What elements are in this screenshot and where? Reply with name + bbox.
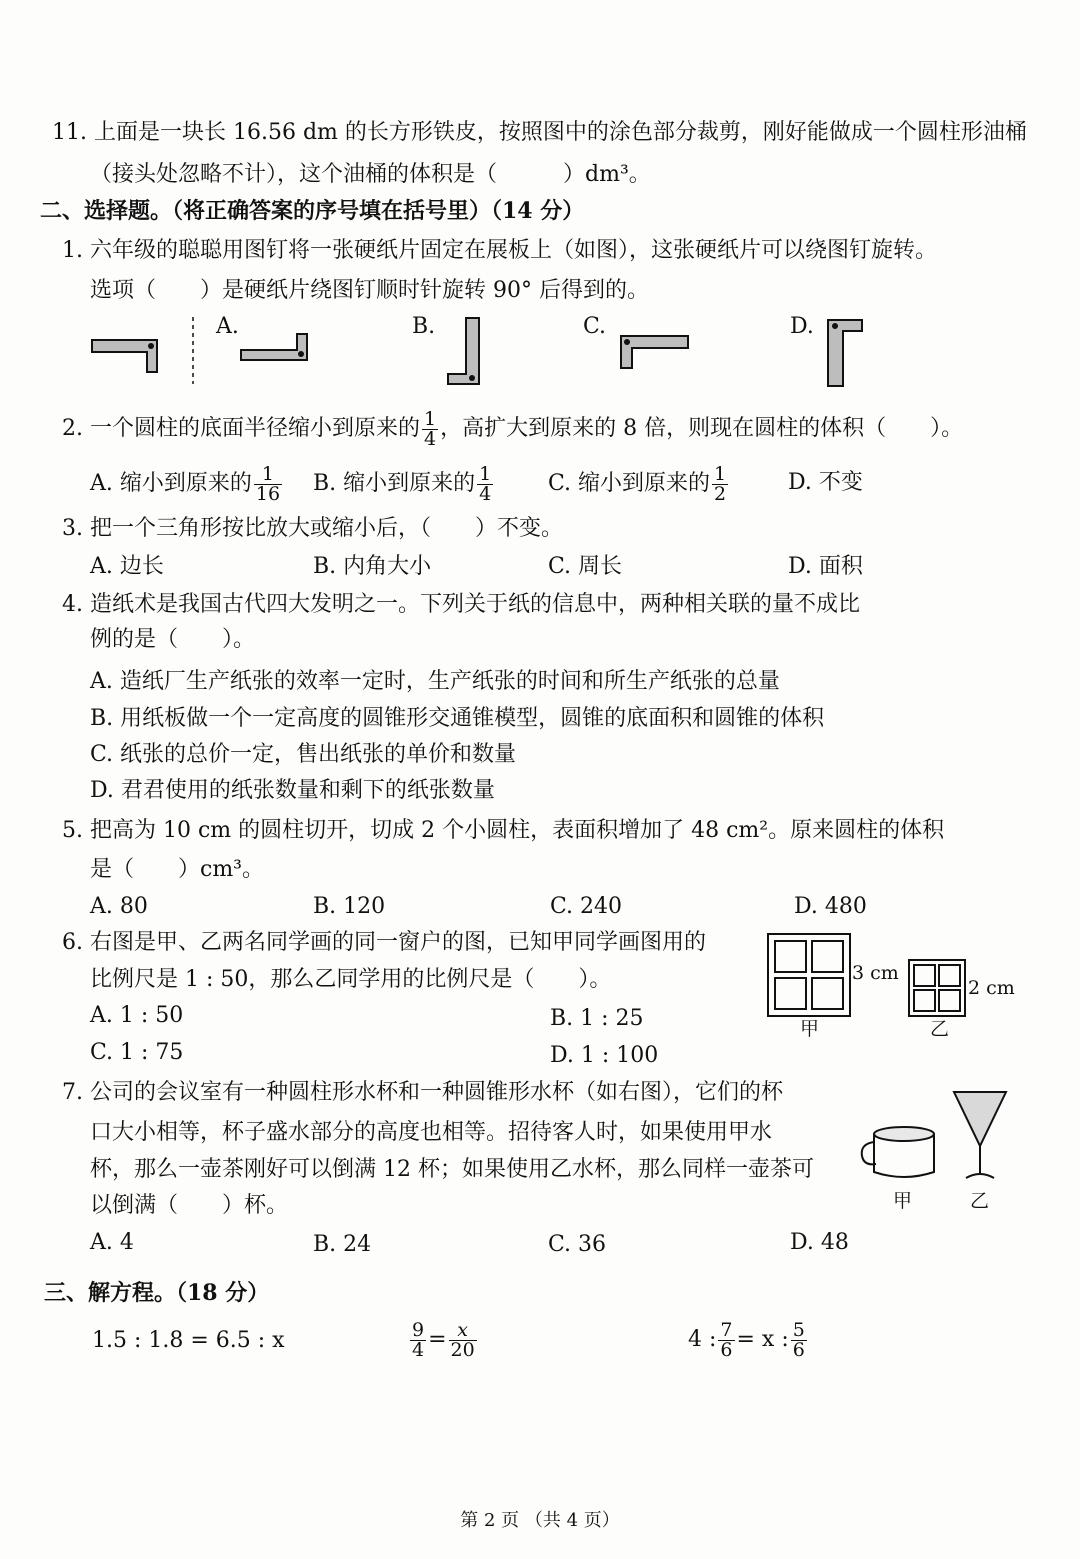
fraction-denominator: 16 bbox=[255, 482, 281, 505]
q6-option-d: D. 1 : 100 bbox=[550, 1043, 659, 1068]
q3-option-b: B. 内角大小 bbox=[313, 554, 432, 579]
q3-option-d: D. 面积 bbox=[788, 554, 863, 579]
q1-line1: 1. 六年级的聪聪用图钉将一张硬纸片固定在展板上（如图），这张硬纸片可以绕图钉旋转。 bbox=[62, 238, 937, 263]
window-jia bbox=[768, 934, 850, 1016]
q5-option-b: B. 120 bbox=[313, 894, 386, 919]
q2-option-b bbox=[313, 462, 495, 506]
q7-option-a: A. 4 bbox=[90, 1230, 134, 1255]
q1-label-b: B. bbox=[412, 314, 436, 339]
card-option-a bbox=[241, 334, 307, 360]
q6-label-jia: 甲 bbox=[800, 1018, 820, 1040]
option-text: B. 缩小到原来的 bbox=[313, 471, 476, 496]
q6-dim-jia: 3 cm bbox=[852, 962, 899, 984]
equation-2 bbox=[408, 1318, 479, 1362]
section3-title: 三、解方程。（18 分） bbox=[44, 1280, 270, 1306]
q6-option-a: A. 1 : 50 bbox=[90, 1003, 184, 1028]
q4-option-a: A. 造纸厂生产纸张的效率一定时，生产纸张的时间和所生产纸张的总量 bbox=[90, 669, 780, 694]
q2-option-a bbox=[90, 462, 284, 506]
q3-option-a: A. 边长 bbox=[90, 554, 164, 579]
card-option-d bbox=[828, 320, 862, 386]
fraction-numerator: 7 bbox=[720, 1318, 733, 1341]
cone-cup-yi bbox=[954, 1092, 1006, 1178]
fraction-denominator: 4 bbox=[479, 482, 492, 505]
q2-stem-fraction bbox=[422, 407, 438, 450]
q5-option-d: D. 480 bbox=[794, 894, 867, 919]
q3-stem: 3. 把一个三角形按比放大或缩小后，（ ）不变。 bbox=[62, 516, 563, 541]
q11-line1: 11. 上面是一块长 16.56 dm 的长方形铁皮，按照图中的涂色部分裁剪，刚好能做成一个圆柱形油桶 bbox=[52, 120, 1027, 145]
fraction-denominator: 6 bbox=[792, 1338, 805, 1361]
card-original bbox=[92, 340, 157, 372]
q2-stem-before: 2. 一个圆柱的底面半径缩小到原来的 bbox=[62, 416, 420, 441]
q6-line2: 比例尺是 1 : 50，那么乙同学用的比例尺是（ ）。 bbox=[90, 967, 612, 992]
q1-figures bbox=[0, 312, 1080, 392]
q7-line4: 以倒满（ ）杯。 bbox=[90, 1193, 289, 1218]
q1-label-a: A. bbox=[216, 314, 239, 339]
q4-option-c: C. 纸张的总价一定，售出纸张的单价和数量 bbox=[90, 742, 517, 767]
page-footer: 第 2 页 （共 4 页） bbox=[460, 1510, 620, 1531]
q6-line1: 6. 右图是甲、乙两名同学画的同一窗户的图，已知甲同学画图用的 bbox=[62, 930, 706, 955]
q7-line2: 口大小相等，杯子盛水部分的高度也相等。招待客人时，如果使用甲水 bbox=[90, 1120, 773, 1145]
q7-label-jia: 甲 bbox=[893, 1190, 913, 1212]
q5-option-a: A. 80 bbox=[90, 894, 148, 919]
equation-3 bbox=[688, 1318, 809, 1362]
option-text: C. 缩小到原来的 bbox=[548, 471, 711, 496]
window-yi bbox=[909, 960, 965, 1016]
fraction-denominator: 2 bbox=[714, 482, 727, 505]
fraction-numerator: 1 bbox=[479, 462, 492, 485]
q7-option-b: B. 24 bbox=[313, 1232, 372, 1257]
q11-line2: （接头处忽略不计），这个油桶的体积是（ ）dm³。 bbox=[90, 162, 651, 187]
q2-stem bbox=[62, 407, 963, 451]
q3-option-c: C. 周长 bbox=[548, 554, 623, 579]
q6-option-c: C. 1 : 75 bbox=[90, 1040, 184, 1065]
fraction-denominator: 6 bbox=[720, 1338, 733, 1361]
q7-label-yi: 乙 bbox=[970, 1190, 990, 1212]
fraction-numerator: 1 bbox=[424, 407, 437, 430]
fraction-numerator: x bbox=[449, 1321, 477, 1341]
cylinder-cup-jia bbox=[862, 1127, 934, 1177]
q4-line2: 例的是（ ）。 bbox=[90, 627, 256, 652]
q7-option-c: C. 36 bbox=[548, 1232, 607, 1257]
q4-option-d: D. 君君使用的纸张数量和剩下的纸张数量 bbox=[90, 778, 495, 803]
fraction-denominator: 20 bbox=[450, 1338, 475, 1361]
q5-line2: 是（ ）cm³。 bbox=[90, 857, 265, 882]
q6-dim-yi: 2 cm bbox=[968, 977, 1015, 999]
q2-option-c bbox=[548, 462, 730, 506]
q6-label-yi: 乙 bbox=[930, 1018, 950, 1040]
equation-part: = x : bbox=[736, 1327, 789, 1352]
q1-label-c: C. bbox=[583, 314, 607, 339]
q2-stem-after: ，高扩大到原来的 8 倍，则现在圆柱的体积（ ）。 bbox=[440, 416, 964, 441]
q2-option-d: D. 不变 bbox=[788, 470, 863, 495]
fraction-numerator: 5 bbox=[792, 1318, 805, 1341]
q1-label-d: D. bbox=[790, 314, 814, 339]
q7-option-d: D. 48 bbox=[790, 1230, 849, 1255]
q5-line1: 5. 把高为 10 cm 的圆柱切开，切成 2 个小圆柱，表面积增加了 48 cm²。原来圆柱的体积 bbox=[62, 818, 945, 843]
q4-line1: 4. 造纸术是我国古代四大发明之一。下列关于纸的信息中，两种相关联的量不成比 bbox=[62, 592, 860, 617]
fraction-denominator: 4 bbox=[412, 1338, 425, 1361]
q7-line1: 7. 公司的会议室有一种圆柱形水杯和一种圆锥形水杯（如右图），它们的杯 bbox=[62, 1080, 783, 1105]
fraction-numerator: 1 bbox=[714, 462, 727, 485]
q7-cup-figures bbox=[858, 1088, 1038, 1188]
equation-1: 1.5 : 1.8 = 6.5 : x bbox=[92, 1328, 285, 1353]
q4-option-b: B. 用纸板做一个一定高度的圆锥形交通锥模型，圆锥的底面积和圆锥的体积 bbox=[90, 706, 825, 731]
q6-option-b: B. 1 : 25 bbox=[550, 1006, 644, 1031]
equals-sign: = bbox=[428, 1327, 447, 1352]
q1-line2: 选项（ ）是硬纸片绕图钉顺时针旋转 90° 后得到的。 bbox=[90, 278, 649, 303]
q7-line3: 杯，那么一壶茶刚好可以倒满 12 杯；如果使用乙水杯，那么同样一壶茶可 bbox=[90, 1157, 814, 1182]
card-option-b bbox=[448, 318, 479, 384]
fraction-numerator: 9 bbox=[412, 1318, 425, 1341]
q5-option-c: C. 240 bbox=[550, 894, 623, 919]
fraction-denominator: 4 bbox=[424, 427, 437, 450]
card-option-c bbox=[621, 336, 688, 368]
option-text: A. 缩小到原来的 bbox=[90, 471, 252, 496]
equation-part: 4 : bbox=[688, 1327, 717, 1352]
fraction-numerator: 1 bbox=[254, 465, 282, 485]
section2-title: 二、选择题。（将正确答案的序号填在括号里）（14 分） bbox=[40, 198, 585, 224]
